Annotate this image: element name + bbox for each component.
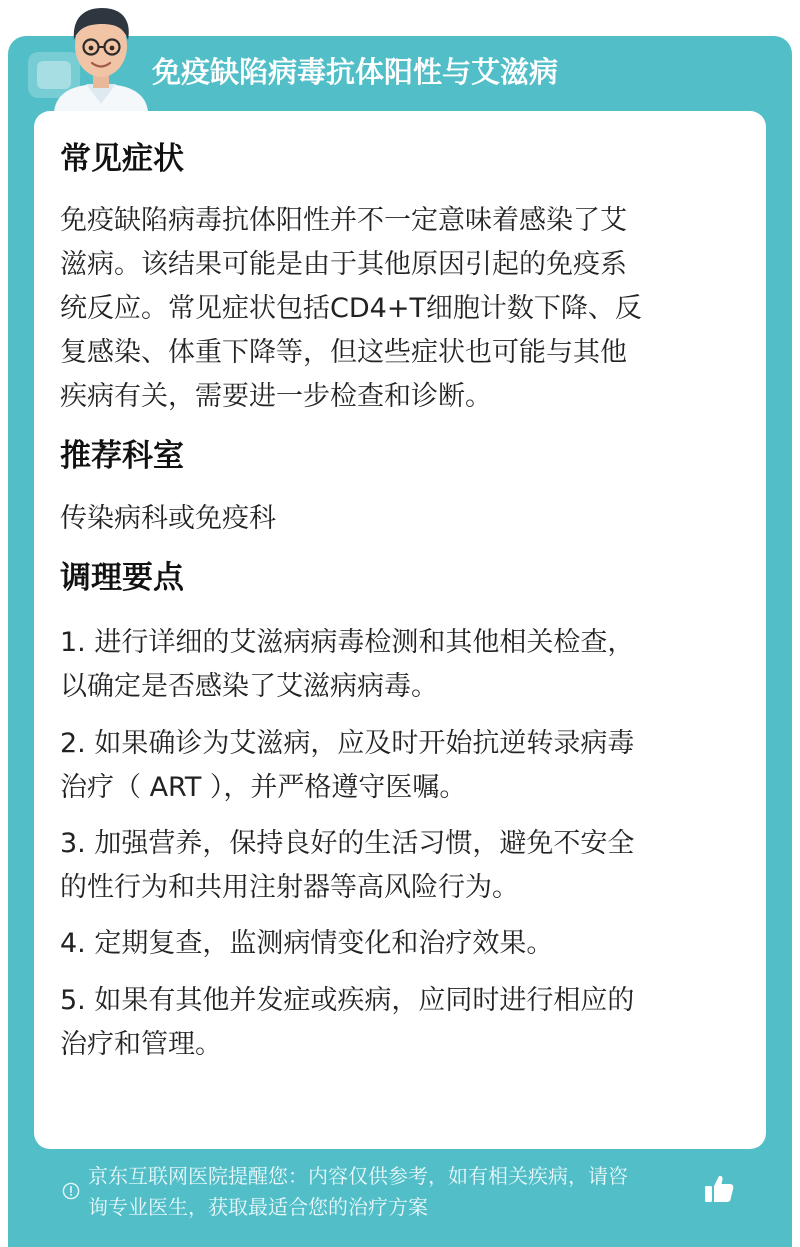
footer-line: 京东互联网医院提醒您：内容仅供参考，如有相关疾病，请咨	[88, 1164, 628, 1188]
care-item-line: 的性行为和共用注射器等高风险行为。	[60, 872, 519, 903]
content-card	[34, 111, 766, 1149]
thumbs-up-icon[interactable]	[702, 1172, 736, 1206]
care-item	[60, 922, 740, 966]
care-item	[60, 979, 740, 1067]
department-paragraph	[60, 497, 740, 541]
care-item-line: 4. 定期复查，监测病情变化和治疗效果。	[60, 928, 554, 959]
symptoms-line: 统反应。常见症状包括CD4+T细胞计数下降、反	[60, 293, 642, 324]
care-item-line: 3. 加强营养，保持良好的生活习惯，避免不安全	[60, 828, 635, 859]
footer-line: 询专业医生，获取最适合您的治疗方案	[88, 1195, 428, 1219]
symptoms-line: 滋病。该结果可能是由于其他原因引起的免疫系	[60, 249, 627, 280]
care-item-line: 以确定是否感染了艾滋病病毒。	[60, 671, 438, 702]
info-icon	[62, 1182, 80, 1200]
section-heading-care: 调理要点	[60, 560, 184, 596]
care-item	[60, 722, 740, 810]
care-item	[60, 621, 740, 709]
symptoms-line: 免疫缺陷病毒抗体阳性并不一定意味着感染了艾	[60, 205, 627, 236]
symptoms-line: 复感染、体重下降等，但这些症状也可能与其他	[60, 337, 627, 368]
footer-disclaimer	[0, 1150, 800, 1247]
footer-text	[88, 1161, 688, 1223]
care-item-line: 5. 如果有其他并发症或疾病，应同时进行相应的	[60, 985, 635, 1016]
section-heading-department: 推荐科室	[60, 438, 184, 474]
page-title: 免疫缺陷病毒抗体阳性与艾滋病	[152, 55, 559, 89]
care-item-line: 2. 如果确诊为艾滋病，应及时开始抗逆转录病毒	[60, 728, 635, 759]
symptoms-paragraph	[60, 199, 740, 419]
care-item	[60, 822, 740, 910]
care-item-line: 治疗（ ART ），并严格遵守医嘱。	[60, 772, 467, 803]
section-heading-symptoms: 常见症状	[60, 141, 184, 177]
care-item-line: 治疗和管理。	[60, 1029, 222, 1060]
doctor-avatar-icon	[46, 0, 156, 112]
care-item-line: 1. 进行详细的艾滋病病毒检测和其他相关检查，	[60, 627, 635, 658]
symptoms-line: 疾病有关，需要进一步检查和诊断。	[60, 381, 492, 412]
department-line: 传染病科或免疫科	[60, 503, 276, 534]
